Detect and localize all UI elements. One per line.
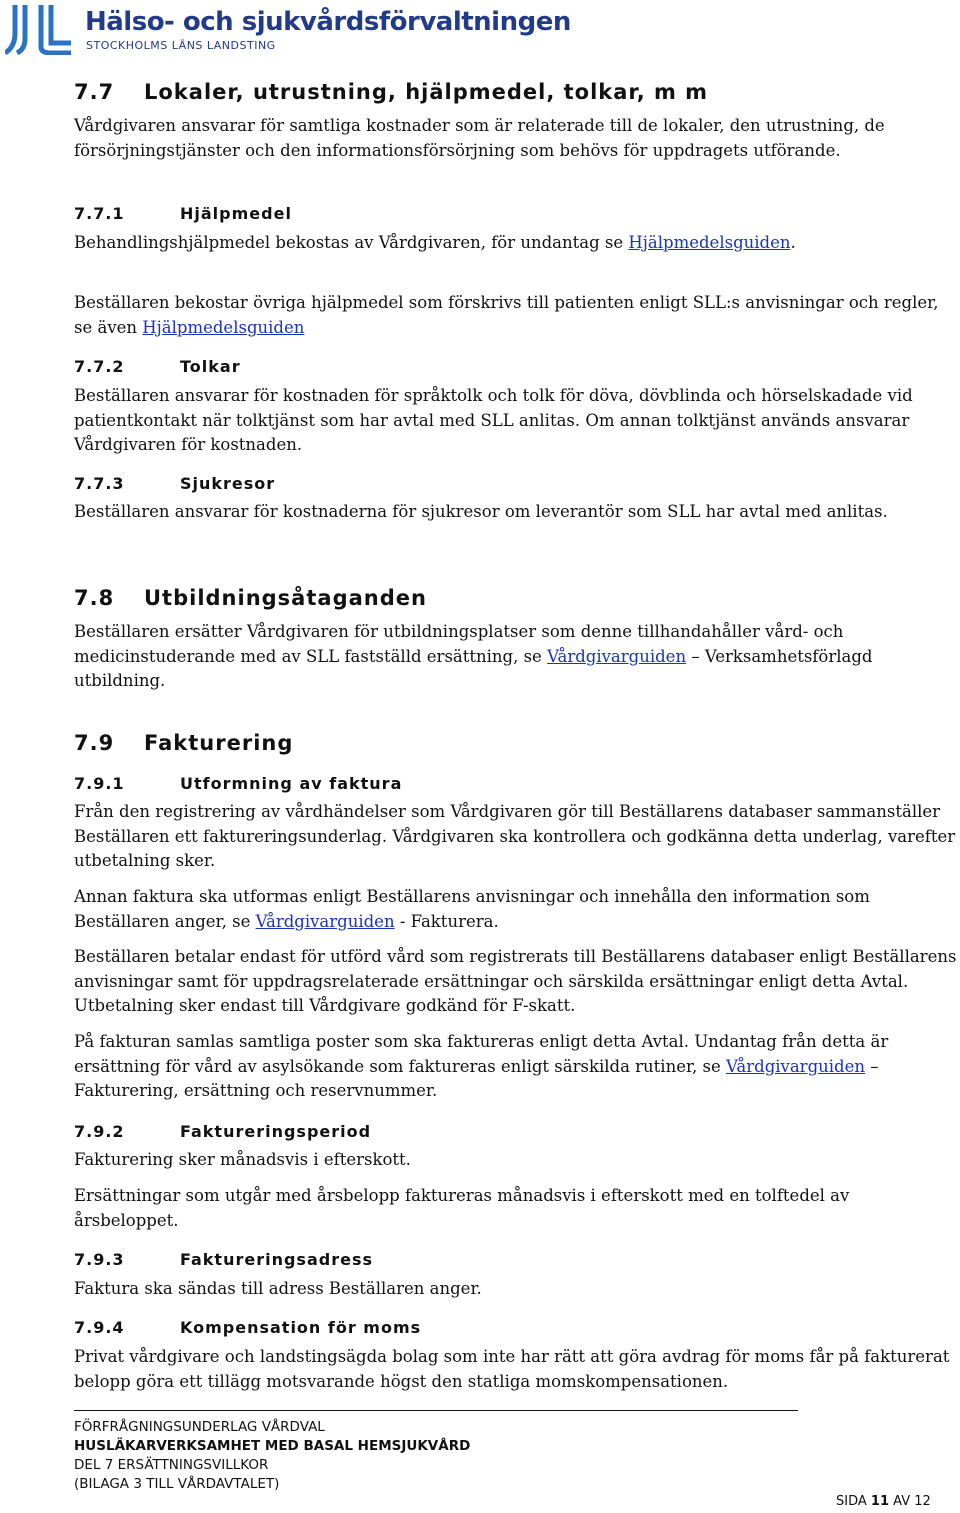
paragraph: Vårdgivaren ansvarar för samtliga kostnader som är relaterade till de lokaler, den utrustning, de försörjningstjänster och den informationsförsörjning som behövs för uppdragets utförande. [74, 116, 885, 160]
paragraph-end: - Fakturera. [394, 911, 499, 931]
paragraph: Beställaren ansvarar för kostnaden för språktolk och tolk för döva, dövblinda och hörselskadade vid patientkontakt när tolktjänst som har avtal med SLL anlitas. Om annan tolktjänst används ansvarar Vårdgivaren för kostnaden. [74, 386, 913, 454]
page-mid: AV [893, 1494, 911, 1509]
heading-7-7-3 [74, 474, 275, 493]
vardgivarguiden-link[interactable]: Vårdgivarguiden [255, 911, 395, 931]
heading-7-9 [74, 731, 293, 755]
page-number [836, 1494, 931, 1509]
heading-number: 7.7.1 [74, 204, 125, 223]
heading-7-7 [74, 80, 708, 104]
page-prefix: SIDA [836, 1494, 867, 1509]
sll-logo [5, 3, 571, 55]
paragraph: Privat vårdgivare och landstingsägda bolag som inte har rätt att göra avdrag för moms får på fakturerat belopp göra ett tillägg motsvarande högst den statliga momskompensationen. [74, 1347, 950, 1391]
heading-7-9-4 [74, 1318, 421, 1337]
heading-number: 7.9.1 [74, 774, 125, 793]
paragraph [74, 1030, 959, 1104]
heading-title: Hjälpmedel [180, 204, 292, 223]
heading-title: Kompensation för moms [180, 1318, 422, 1337]
heading-number: 7.7 [74, 80, 115, 104]
heading-7-7-1 [74, 204, 292, 223]
heading-title: Faktureringsperiod [180, 1122, 372, 1141]
vardgivarguiden-link[interactable]: Vårdgivarguiden [726, 1056, 865, 1076]
paragraph-text: Beställaren ersätter Vårdgivaren för utbildningsplatser som denne tillhandahåller vård- och medicinstuderande med av SLL fastställd ersättning, se [74, 622, 844, 666]
heading-title: Faktureringsadress [180, 1250, 373, 1269]
heading-title: Lokaler, utrustning, hjälpmedel, tolkar, m m [144, 80, 709, 104]
paragraph [74, 620, 959, 694]
heading-title: Fakturering [144, 731, 294, 755]
footer-line-2: HUSLÄKARVERKSAMHET MED BASAL HEMSJUKVÅRD [74, 1438, 471, 1454]
footer-line-4: (BILAGA 3 TILL VÅRDAVTALET) [74, 1476, 280, 1492]
heading-7-9-3 [74, 1250, 373, 1269]
hjalpmedelsguiden-link[interactable]: Hjälpmedelsguiden [142, 317, 305, 337]
heading-7-7-2 [74, 357, 241, 376]
vardgivarguiden-link[interactable]: Vårdgivarguiden [547, 646, 687, 666]
heading-number: 7.7.2 [74, 357, 125, 376]
sll-logo-icon [5, 3, 75, 55]
heading-7-9-1 [74, 774, 402, 793]
footer-divider [74, 1410, 798, 1411]
paragraph: Faktura ska sändas till adress Beställaren anger. [74, 1279, 482, 1298]
heading-7-9-2 [74, 1122, 371, 1141]
paragraph: Beställaren ansvarar för kostnaderna för sjukresor om leverantör som SLL har avtal med anlitas. [74, 502, 888, 521]
page-current: 11 [870, 1494, 889, 1509]
paragraph [74, 885, 959, 934]
footer-line-3: DEL 7 ERSÄTTNINGSVILLKOR [74, 1457, 269, 1473]
paragraph-end: – Verksamhetsförlagd utbildning. [74, 646, 873, 690]
paragraph-end: – Fakturering, ersättning och reservnummer. [74, 1056, 879, 1100]
paragraph: Beställaren betalar endast för utförd vård som registrerats till Beställarens databaser enligt Beställarens anvisningar samt för uppdragsrelaterade ersättningar och särskilda ersättningar enligt detta Avtal. Utbetalning sker endast till Vårdgivare godkänd för F-skatt. [74, 947, 957, 1015]
heading-title: Tolkar [180, 357, 241, 376]
heading-7-8 [74, 586, 427, 610]
hjalpmedelsguiden-link[interactable]: Hjälpmedelsguiden [628, 233, 791, 252]
paragraph-text: På fakturan samlas samtliga poster som ska faktureras enligt detta Avtal. Undantag från detta är ersättning för vård av asylsökande som faktureras enligt särskilda rutiner, se [74, 1032, 889, 1076]
heading-number: 7.9.2 [74, 1122, 125, 1141]
paragraph [74, 231, 959, 256]
org-name: Hälso- och sjukvårdsförvaltningen [85, 7, 571, 37]
heading-number: 7.9.3 [74, 1250, 125, 1269]
heading-title: Utbildningsåtaganden [144, 586, 427, 610]
paragraph: Ersättningar som utgår med årsbelopp faktureras månadsvis i efterskott med en tolftedel av årsbeloppet. [74, 1186, 850, 1230]
paragraph-text: Annan faktura ska utformas enligt Beställarens anvisningar och innehålla den information som Beställaren anger, se [74, 887, 870, 931]
heading-number: 7.9 [74, 731, 115, 755]
heading-title: Sjukresor [180, 474, 276, 493]
paragraph: Från den registrering av vårdhändelser som Vårdgivaren gör till Beställarens databaser sammanställer Beställaren ett faktureringsunderlag. Vårdgivaren ska kontrollera och godkänna detta underlag, varefter utbetalning sker. [74, 802, 956, 870]
page-total: 12 [914, 1494, 931, 1509]
org-subtitle: STOCKHOLMS LÄNS LANDSTING [86, 39, 276, 52]
heading-title: Utformning av faktura [180, 774, 403, 793]
paragraph [74, 291, 959, 340]
paragraph-text: Behandlingshjälpmedel bekostas av Vårdgivaren, för undantag se [74, 233, 629, 252]
heading-number: 7.9.4 [74, 1318, 125, 1337]
paragraph-end: . [790, 233, 796, 252]
heading-number: 7.8 [74, 586, 115, 610]
paragraph-text: Beställaren bekostar övriga hjälpmedel som förskrivs till patienten enligt SLL:s anvisningar och regler, se även [74, 293, 939, 337]
heading-number: 7.7.3 [74, 474, 125, 493]
paragraph: Fakturering sker månadsvis i efterskott. [74, 1150, 411, 1169]
footer-line-1: FÖRFRÅGNINGSUNDERLAG VÅRDVAL [74, 1419, 325, 1435]
